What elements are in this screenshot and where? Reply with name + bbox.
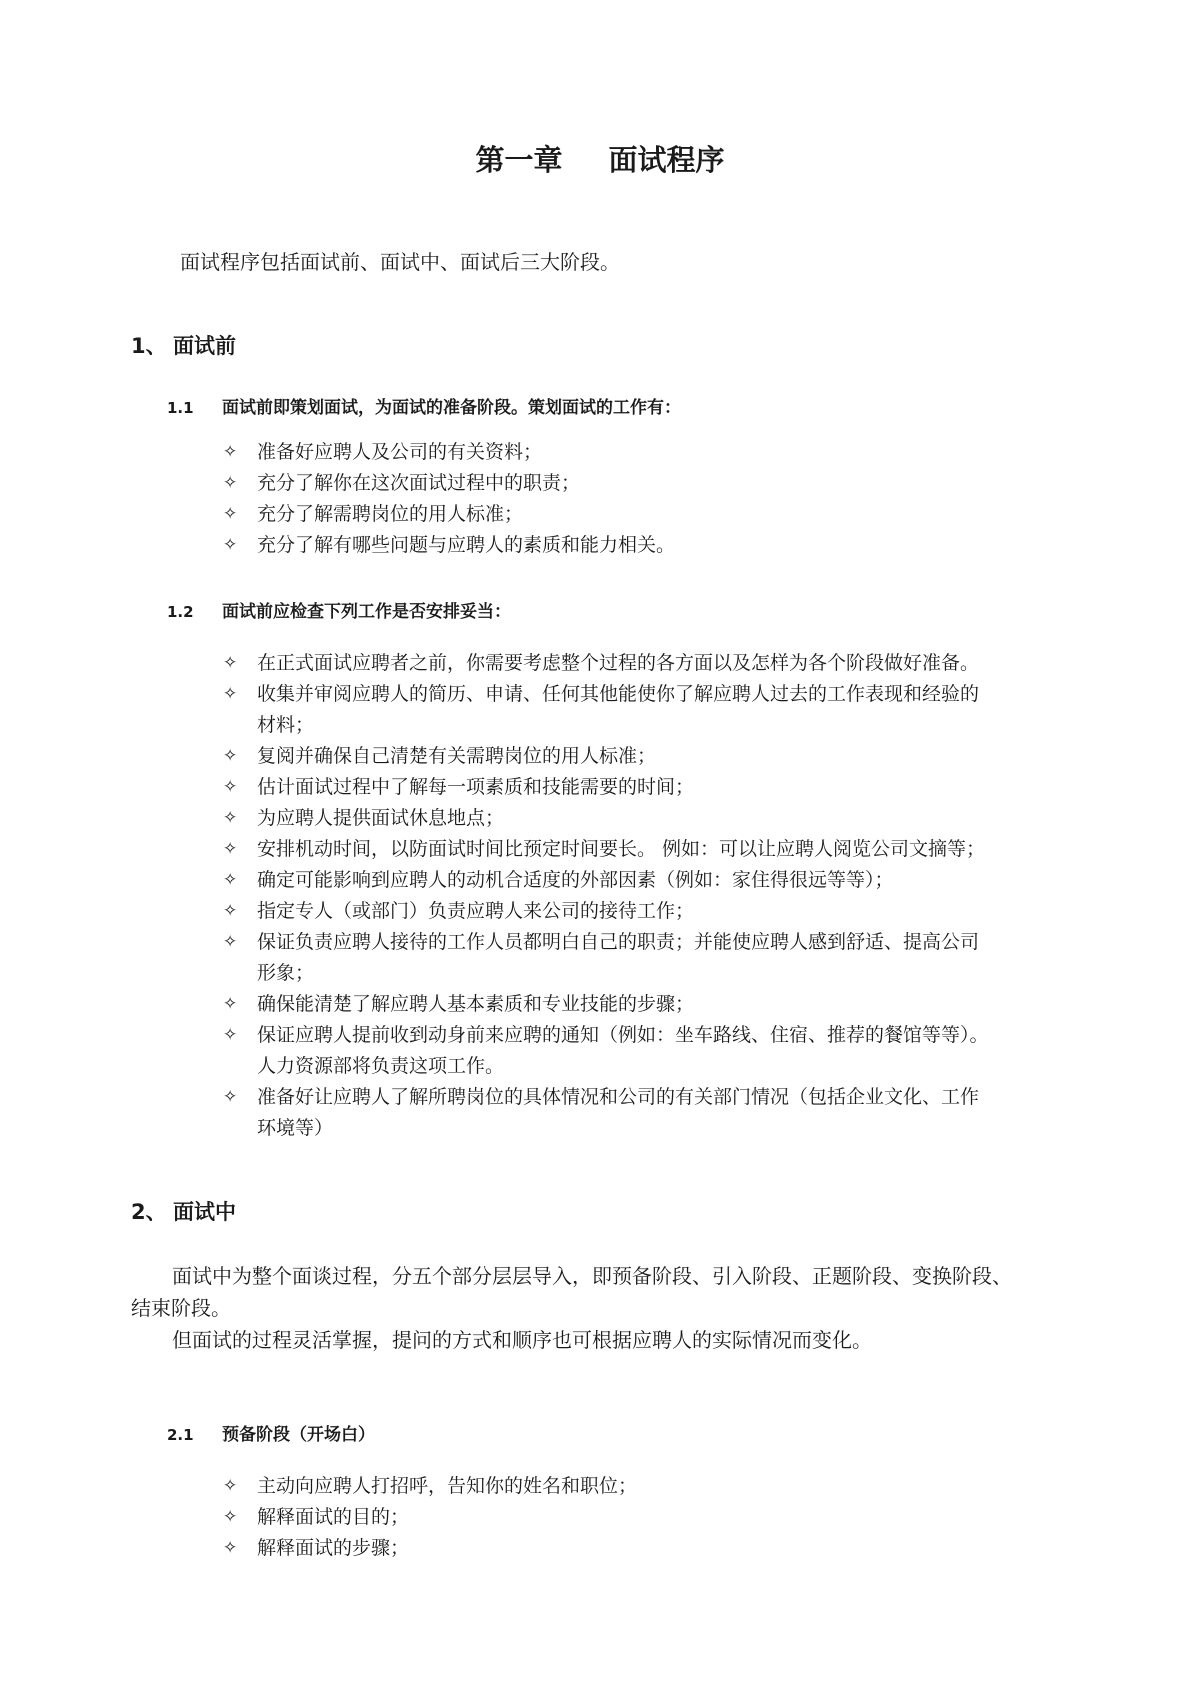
section-number: 2、 bbox=[131, 1200, 167, 1224]
bullet-icon: ✧ bbox=[223, 473, 238, 493]
bullet-icon: ✧ bbox=[223, 1087, 238, 1107]
bullet-icon: ✧ bbox=[223, 746, 238, 766]
bullet-icon: ✧ bbox=[223, 808, 238, 828]
list-item: ✧ 充分了解有哪些问题与应聘人的素质和能力相关。 bbox=[223, 530, 1123, 561]
bullet-icon: ✧ bbox=[223, 653, 238, 673]
list-item: ✧ 在正式面试应聘者之前，你需要考虑整个过程的各方面以及怎样为各个阶段做好准备。 bbox=[223, 648, 1143, 679]
bullet-icon: ✧ bbox=[223, 901, 238, 921]
list-item: ✧ 充分了解需聘岗位的用人标准； bbox=[223, 499, 1123, 530]
bullet-icon: ✧ bbox=[223, 777, 238, 797]
list-item: ✧ 确保能清楚了解应聘人基本素质和专业技能的步骤； bbox=[223, 989, 1143, 1020]
list-item: ✧ 准备好应聘人及公司的有关资料； bbox=[223, 437, 1123, 468]
subsection-number: 1.2 bbox=[167, 603, 194, 621]
subsection-2-1-heading bbox=[167, 1421, 375, 1449]
subsection-title: 面试前应检查下列工作是否安排妥当： bbox=[222, 602, 511, 622]
bullet-icon: ✧ bbox=[223, 442, 238, 462]
section-title: 面试中 bbox=[173, 1200, 236, 1224]
list-item: ✧ 保证负责应聘人接待的工作人员都明白自己的职责；并能使应聘人感到舒适、提高公司 形象； bbox=[223, 927, 1143, 989]
bullet-icon: ✧ bbox=[223, 1507, 238, 1527]
bullet-icon: ✧ bbox=[223, 504, 238, 524]
list-item: ✧ 充分了解你在这次面试过程中的职责； bbox=[223, 468, 1123, 499]
list-item: ✧ 准备好让应聘人了解所聘岗位的具体情况和公司的有关部门情况（包括企业文化、工作 环境等） bbox=[223, 1082, 1143, 1144]
section-number: 1、 bbox=[131, 334, 167, 358]
chapter-title: 面试程序 bbox=[608, 143, 725, 177]
list-item: ✧ 解释面试的步骤； bbox=[223, 1533, 1123, 1564]
bullet-icon: ✧ bbox=[223, 1025, 238, 1045]
list-item: ✧ 收集并审阅应聘人的简历、申请、任何其他能使你了解应聘人过去的工作表现和经验的 材料； bbox=[223, 679, 1143, 741]
subsection-1-1-heading bbox=[167, 394, 681, 422]
list-item: ✧ 为应聘人提供面试休息地点； bbox=[223, 803, 1143, 834]
subsection-title: 面试前即策划面试，为面试的准备阶段。策划面试的工作有： bbox=[222, 398, 681, 418]
section-1-heading bbox=[131, 330, 236, 362]
list-item: ✧ 主动向应聘人打招呼，告知你的姓名和职位； bbox=[223, 1471, 1123, 1502]
paragraph-line: 面试中为整个面谈过程，分五个部分层层导入，即预备阶段、引入阶段、正题阶段、变换阶段、 bbox=[172, 1264, 1012, 1288]
list-item: ✧ 确定可能影响到应聘人的动机合适度的外部因素（例如：家住得很远等等）； bbox=[223, 865, 1143, 896]
bullet-icon: ✧ bbox=[223, 535, 238, 555]
bullet-icon: ✧ bbox=[223, 1538, 238, 1558]
intro-paragraph: 面试程序包括面试前、面试中、面试后三大阶段。 bbox=[180, 250, 620, 274]
bullet-icon: ✧ bbox=[223, 994, 238, 1014]
bullet-icon: ✧ bbox=[223, 870, 238, 890]
bullet-icon: ✧ bbox=[223, 839, 238, 859]
subsection-1-2-heading bbox=[167, 598, 511, 626]
bullet-icon: ✧ bbox=[223, 684, 238, 704]
paragraph-line: 但面试的过程灵活掌握，提问的方式和顺序也可根据应聘人的实际情况而变化。 bbox=[172, 1328, 872, 1352]
paragraph-line: 结束阶段。 bbox=[131, 1296, 231, 1320]
bullet-icon: ✧ bbox=[223, 932, 238, 952]
list-item: ✧ 复阅并确保自己清楚有关需聘岗位的用人标准； bbox=[223, 741, 1143, 772]
list-item: ✧ 指定专人（或部门）负责应聘人来公司的接待工作； bbox=[223, 896, 1143, 927]
subsection-number: 2.1 bbox=[167, 1426, 194, 1444]
section-title: 面试前 bbox=[173, 334, 236, 358]
subsection-title: 预备阶段（开场白） bbox=[222, 1425, 375, 1445]
page-title bbox=[0, 140, 1200, 180]
list-item: ✧ 安排机动时间，以防面试时间比预定时间要长。 例如：可以让应聘人阅览公司文摘等； bbox=[223, 834, 1143, 865]
list-item: ✧ 解释面试的目的； bbox=[223, 1502, 1123, 1533]
subsection-number: 1.1 bbox=[167, 399, 194, 417]
chapter-number: 第一章 bbox=[475, 143, 563, 177]
section-2-heading bbox=[131, 1196, 236, 1228]
list-item: ✧ 估计面试过程中了解每一项素质和技能需要的时间； bbox=[223, 772, 1143, 803]
bullet-icon: ✧ bbox=[223, 1476, 238, 1496]
list-item: ✧ 保证应聘人提前收到动身前来应聘的通知（例如：坐车路线、住宿、推荐的餐馆等等）。 人力资源部将负责这项工作。 bbox=[223, 1020, 1143, 1082]
